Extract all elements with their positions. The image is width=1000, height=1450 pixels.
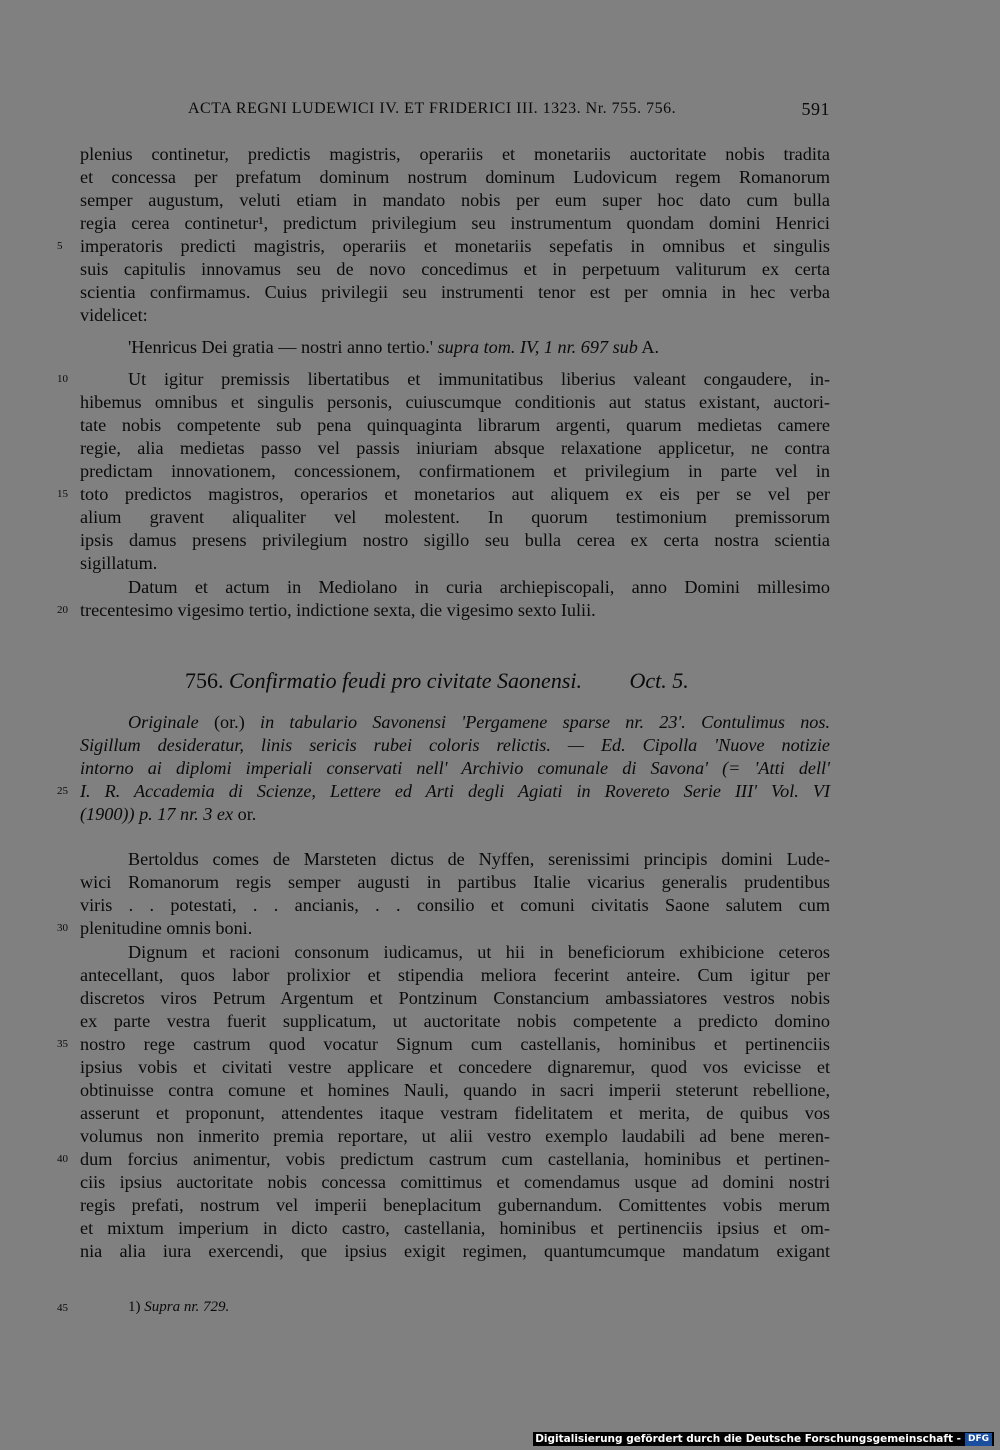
text-line: wici Romanorum regis semper augusti in partibus Italie vicarius generalis prudentibus: [80, 872, 830, 892]
text-line: suis capitulis innovamus seu de novo concedimus et in perpetuum valiturum ex certa: [80, 259, 830, 279]
text-line: Dignum et racioni consonum iudicamus, ut hii in beneficiorum exhibicione ceteros: [128, 942, 830, 962]
text-line: volumus non inmerito premia reportare, ut alii vestro exemplo laudabili ad bene meren-: [80, 1126, 830, 1146]
margin-line-number: 20: [57, 604, 68, 616]
text-line: Ut igitur premissis libertatibus et immunitatibus liberius valeant congaudere, in-: [128, 369, 830, 389]
section-heading: [185, 668, 689, 698]
source-fragment: (or.): [198, 712, 261, 732]
running-title: ACTA REGNI LUDEWICI IV. ET FRIDERICI III. 1323. Nr. 755. 756.: [188, 100, 677, 117]
footnote: [128, 1299, 229, 1316]
margin-line-number: 15: [57, 488, 68, 500]
text-line: et mixtum imperium in dicto castro, castellania, hominibus et pertinenciis ipsius et om-: [80, 1218, 830, 1238]
text-line: et concessa per prefatum dominum nostrum dominum Ludovicum regem Romanorum: [80, 167, 830, 187]
text-line: antecellant, quos labor prolixior et stipendia meliora fecerint anteire. Cum igitur per: [80, 965, 830, 985]
text-line: Bertoldus comes de Marsteten dictus de Nyffen, serenissimi principis domini Lude-: [128, 849, 830, 869]
quoted-incipit: [128, 335, 659, 359]
margin-line-number: 25: [57, 785, 68, 797]
text-line: videlicet:: [80, 305, 148, 325]
text-line: imperatoris predicti magistris, operariis et monetariis sepefatis in omnibus et singulis: [80, 236, 830, 256]
footnote-mark: 1): [128, 1299, 141, 1315]
section-title: Confirmatio feudi pro civitate Saonensi.: [229, 668, 582, 693]
margin-line-number: 5: [57, 240, 63, 252]
text-line: nostro rege castrum quod vocatur Signum cum castellanis, hominibus et pertinenciis: [80, 1034, 830, 1054]
text-line: dum forcius animentur, vobis predictum castrum cum castellania, hominibus et pertinen-: [80, 1149, 830, 1169]
footnote-text: Supra nr. 729.: [144, 1299, 230, 1315]
text-line: regie, alia medietas passo vel passis iniuriam absque relaxatione applicetur, ne contra: [80, 438, 830, 458]
source-fragment: Originale: [128, 712, 199, 732]
text-line: regia cerea continetur¹, predictum privilegium seu instrumentum quondam domini Henrici: [80, 213, 830, 233]
source-fragment: (1900)) p. 17 nr. 3 ex: [80, 804, 234, 824]
text-line: hibemus omnibus et singulis personis, cuiuscumque conditionis aut status existant, auctori-: [80, 392, 830, 412]
incipit-text: 'Henricus Dei gratia — nostri anno tertio.': [128, 337, 434, 357]
incipit-reference-end: A.: [641, 337, 660, 357]
source-line: I. R. Accademia di Scienze, Lettere ed Arti degli Agiati in Rovereto Serie III' Vol. VI: [80, 781, 830, 801]
text-line: nia alia iura exercendi, que ipsius exigit regimen, quantumcumque mandatum exigant: [80, 1241, 830, 1261]
incipit-reference: supra tom. IV, 1 nr. 697 sub: [437, 337, 638, 357]
text-line: regis prefati, nostrum vel imperii beneplacitum gubernandum. Comittentes vobis merum: [80, 1195, 830, 1215]
margin-line-number: 40: [57, 1153, 68, 1165]
text-line: discretos viros Petrum Argentum et Pontzinum Constancium ambassiatores vestros nobis: [80, 988, 830, 1008]
text-line: tate nobis competente sub pena quinquaginta librarum argenti, quarum medietas camere: [80, 415, 830, 435]
text-line: scientia confirmamus. Cuius privilegii seu instrumenti tenor est per omnia in hec verba: [80, 282, 830, 302]
text-line: Datum et actum in Mediolano in curia archiepiscopali, anno Domini millesimo: [128, 577, 830, 597]
section-number: 756.: [185, 668, 224, 693]
text-line: ex parte vestra fuerit supplicatum, ut auctoritate nobis competente a predicto domino: [80, 1011, 830, 1031]
text-line: alium gravent aliqualiter vel molestent. In quorum testimonium premissorum: [80, 507, 830, 527]
text-line: predictam innovationem, concessionem, confirmationem et privilegium in parte vel in: [80, 461, 830, 481]
text-line: viris . . potestati, . . ancianis, . . consilio et comuni civitatis Saone salutem cum: [80, 895, 830, 915]
source-line: intorno ai diplomi imperiali conservati nell' Archivio comunale di Savona' (= 'Atti dell': [80, 758, 830, 778]
digitization-footer: [533, 1432, 994, 1446]
page-number: 591: [801, 99, 830, 119]
source-fragment: or.: [233, 804, 257, 824]
section-date: Oct. 5.: [629, 668, 689, 693]
text-line: ipsius vobis et civitati vestre applicare et concedere dignaremur, quod vos evicisse et: [80, 1057, 830, 1077]
text-line: sigillatum.: [80, 553, 158, 573]
page-header: [80, 100, 830, 124]
text-line: ciis ipsius auctoritate nobis concessa comittimus et comendamus usque ad domini nostri: [80, 1172, 830, 1192]
source-fragment: in tabulario Savonensi 'Pergamene sparse nr. 23'. Contulimus nos.: [260, 712, 831, 732]
margin-line-number: 45: [57, 1302, 68, 1314]
text-line: trecentesimo vigesimo tertio, indictione sexta, die vigesimo sexto Iulii.: [80, 600, 596, 620]
text-line: asserunt et proponunt, attendentes itaque vestram fidelitatem et merita, de quibus vos: [80, 1103, 830, 1123]
text-line: obtinuisse contra comune et homines Nauli, quando in sacri imperii steterunt rebellione,: [80, 1080, 830, 1100]
source-line: Sigillum desideratur, linis sericis rubei coloris relictis. — Ed. Cipolla 'Nuove notizie: [80, 735, 830, 755]
margin-line-number: 30: [57, 922, 68, 934]
text-line: toto predictos magistros, operarios et monetarios aut aliquem ex eis per se vel per: [80, 484, 830, 504]
text-line: semper augustum, veluti etiam in mandato nobis per eum super hoc dato cum bulla: [80, 190, 830, 210]
footer-text: Digitalisierung gefördert durch die Deutsche Forschungsgemeinschaft -: [535, 1433, 961, 1445]
margin-line-number: 10: [57, 373, 68, 385]
margin-line-number: 35: [57, 1038, 68, 1050]
dfg-logo: DFG: [965, 1433, 992, 1446]
source-line: [80, 802, 256, 826]
text-line: plenitudine omnis boni.: [80, 918, 253, 938]
source-line: [128, 710, 830, 734]
text-line: plenius continetur, predictis magistris, operariis et monetariis auctoritate nobis tradita: [80, 144, 830, 164]
text-line: ipsis damus presens privilegium nostro sigillo seu bulla cerea ex certa nostra scientia: [80, 530, 830, 550]
